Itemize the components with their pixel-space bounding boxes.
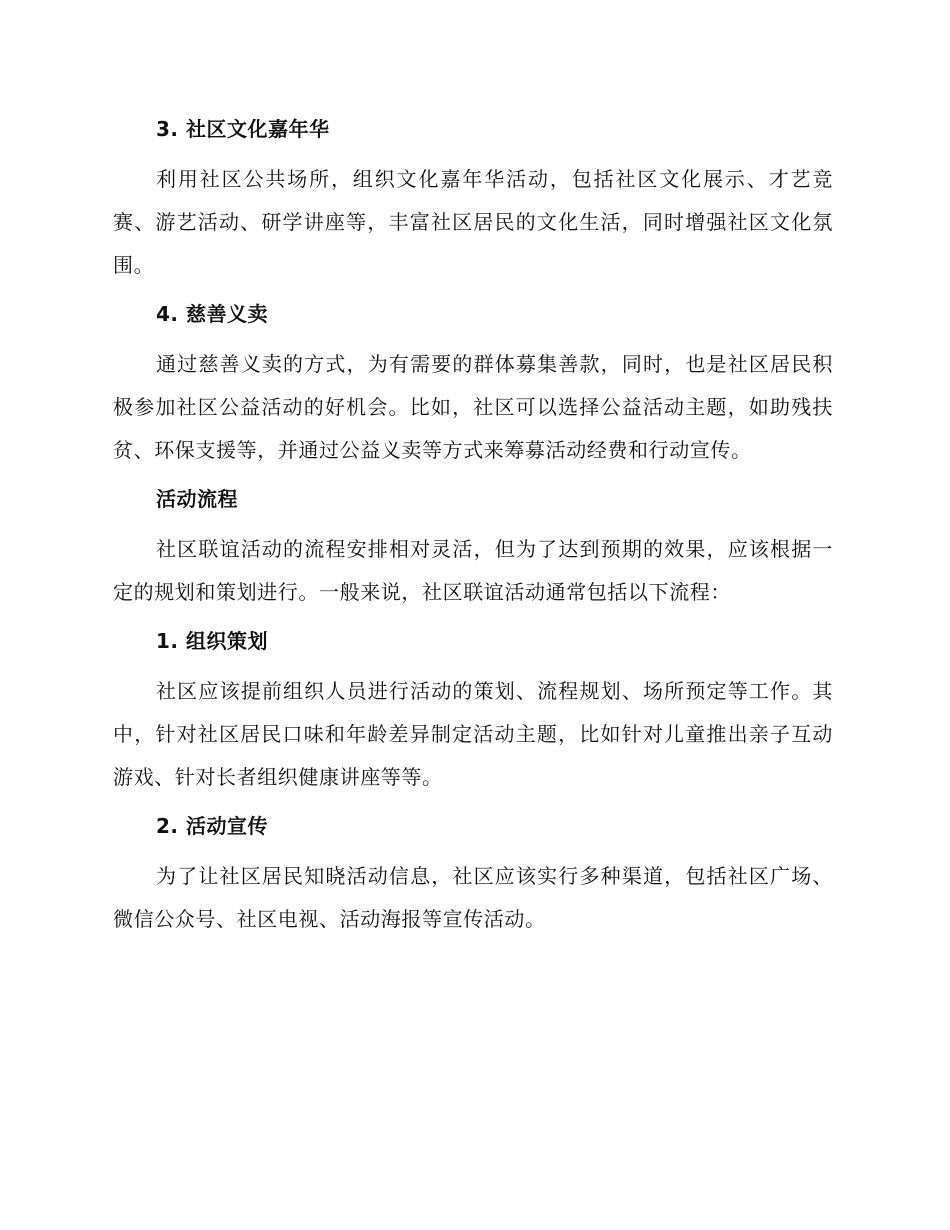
section-heading-activity-process: 活动流程	[156, 487, 238, 511]
section-heading-carnival: 3. 社区文化嘉年华	[156, 117, 330, 141]
section-heading-planning: 1. 组织策划	[156, 629, 268, 653]
paragraph-activity-process: 社区联谊活动的流程安排相对灵活，但为了达到预期的效果，应该根据一定的规划和策划进行。一般来说，社区联谊活动通常包括以下流程：	[113, 537, 833, 604]
paragraph-publicity: 为了让社区居民知晓活动信息，社区应该实行多种渠道，包括社区广场、微信公众号、社区电视、活动海报等宣传活动。	[113, 864, 833, 931]
section-heading-publicity: 2. 活动宣传	[156, 814, 268, 838]
document-content	[113, 112, 833, 951]
paragraph-charity-sale: 通过慈善义卖的方式，为有需要的群体募集善款，同时，也是社区居民积极参加社区公益活动的好机会。比如，社区可以选择公益活动主题，如助残扶贫、环保支援等，并通过公益义卖等方式来筹募活动经费和行动宣传。	[113, 352, 833, 462]
section-heading-charity-sale: 4. 慈善义卖	[156, 302, 268, 326]
paragraph-carnival: 利用社区公共场所，组织文化嘉年华活动，包括社区文化展示、才艺竞赛、游艺活动、研学讲座等，丰富社区居民的文化生活，同时增强社区文化氛围。	[113, 167, 833, 277]
paragraph-planning: 社区应该提前组织人员进行活动的策划、流程规划、场所预定等工作。其中，针对社区居民口味和年龄差异制定活动主题，比如针对儿童推出亲子互动游戏、针对长者组织健康讲座等等。	[113, 679, 833, 789]
